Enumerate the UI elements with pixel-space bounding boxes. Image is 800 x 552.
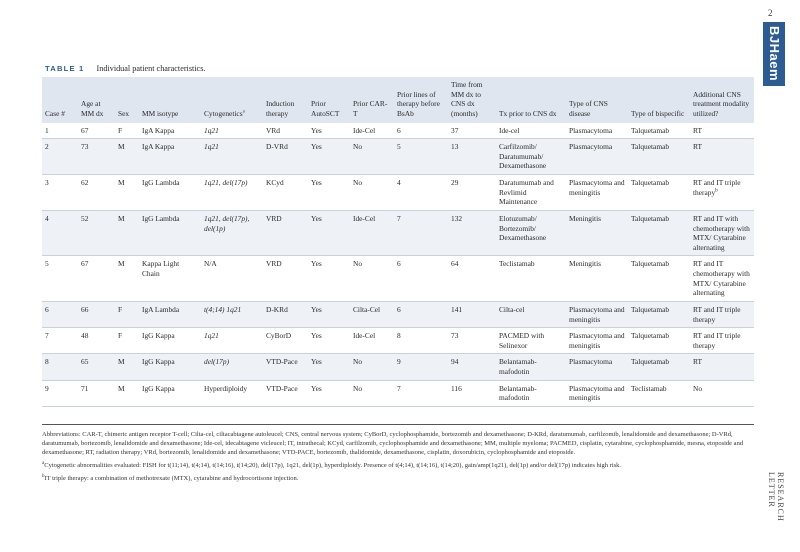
cell-text: IgG Lambda [142,178,180,187]
cell-text: Plasmacytoma and meningitis [569,383,625,403]
table-cell [566,301,628,327]
header-cell: Case # [45,108,65,118]
table-cell [496,139,566,175]
table-cell [448,380,496,406]
cell-text: VRD [266,213,282,223]
cell-text: 5 [397,142,401,152]
table-cell [448,175,496,211]
cell-text: M [118,357,125,367]
table-cell [350,301,394,327]
cell-text: 2 [45,142,49,152]
cell-text: Plasmacytoma [569,357,613,367]
cell-text: 73 [451,331,459,341]
cell-text: 1q21, del(17p) [204,178,248,187]
table-cell [496,210,566,256]
header-row [42,77,754,123]
abbreviations-note: Abbreviations: CAR-T, chimeric antigen receptor T-cell; Cilta-cel, ciltacabtagene autoleucel; CNS, central nervous system; CyBorD, cyclophosphamide, bortezomib and dexamethasone; D-KRd, daratumumab, carfilzomib, lenalidomide and dexamethasone; D-VRd, daratumumab, bortezomib, lenalidomide and dexamethasone; Ide-cel, idecabtagene vicleucel; IT, intrathecal; KCyd, carfilzomib, cyclophosphamide and dexamethasone; MM, multiple myeloma; PACMED, cisplatin, cytarabine, cyclophosphamide, mesna, etoposide and dexamethasone; RT, radiation therapy; VRd, bortezomib, lenalidomide and dexamethasone; VTD-PACE, bortezomib, thalidomide, dexamethasone, cisplatin, doxorubicin, cyclophosphamide and etoposide. [42,431,744,456]
table-cell [78,256,115,302]
cell-text: Plasmacytoma and meningitis [569,331,625,350]
table-cell [42,354,78,380]
cell-text: No [353,259,363,269]
table-cell [496,328,566,354]
cell-text: 62 [81,178,89,187]
cell-text: 73 [81,142,89,152]
table-footnotes [42,424,754,487]
table-cell [690,123,754,139]
header-cell: MM isotype [142,108,179,118]
cell-text: 8 [397,331,401,341]
table-cell [115,139,139,175]
cell-text: 66 [81,304,89,314]
cell-text: 9 [45,383,49,393]
cell-text: 9 [397,357,401,367]
header-cell: Sex [118,108,130,118]
cell-text: Elotuzumab/ Bortezomib/ Dexamethasone [499,213,547,243]
cell-text: 65 [81,357,89,367]
table-cell [448,328,496,354]
table-cell [263,256,308,302]
cell-text: 132 [451,213,463,223]
table-cell [628,354,690,380]
table-cell [690,256,754,302]
header-cell: Tx prior to CNS dx [499,108,557,118]
table-cell [115,380,139,406]
cell-text: 4 [397,178,401,187]
cell-text: Teclistamab [499,259,535,269]
footnote-a [42,461,754,471]
cell-text: 1 [45,125,49,135]
cell-text: 5 [45,259,49,269]
cell-text: Carfilzomib/ Daratumumab/ Dexamethasone [499,142,547,171]
cell-text: Yes [311,331,322,341]
table-row [42,301,754,327]
table-cell [628,139,690,175]
cell-text: 1q21 [204,125,219,135]
table-cell [394,301,448,327]
cell-text: IgA Kappa [142,142,175,152]
table-cell [201,301,263,327]
table-cell [263,210,308,256]
table-cell [263,123,308,139]
table-cell [394,210,448,256]
cell-text: del(17p) [204,357,230,367]
table-cell [394,175,448,211]
table-cell [115,256,139,302]
table-cell [394,380,448,406]
cell-text: Talquetamab [631,259,670,269]
cell-text: Plasmacytoma and meningitis [569,178,625,197]
cell-text: RT and IT triple therapy [693,331,741,350]
table-cell [139,123,201,139]
cell-text: Yes [311,383,322,393]
cell-text: IgG Lambda [142,213,180,223]
table-cell [690,380,754,406]
table-cell [690,175,754,211]
header-cell: Type of CNS disease [569,99,608,118]
table-cell [139,380,201,406]
table-cell [42,380,78,406]
table-cell [139,175,201,211]
cell-text: RT and IT with chemotherapy with MTX/ Cytarabine alternating [693,213,750,252]
cell-text: M [118,213,125,223]
cell-text: VTD-Pace [266,383,298,393]
table-cell [263,354,308,380]
table-cell [201,354,263,380]
header-cell: Induction therapy [266,99,295,118]
cell-text: F [118,125,123,135]
table-caption [45,64,205,73]
cell-text: No [693,383,703,393]
cell-text: Talquetamab [631,357,670,367]
cell-text: Belantamab-mafodotin [499,357,537,376]
cell-text: 67 [81,125,89,135]
cell-text: Talquetamab [631,142,670,152]
table-cell [566,256,628,302]
table-cell [201,380,263,406]
table-row [42,123,754,139]
table-cell [42,256,78,302]
footnote-marker-b: b [715,188,718,194]
cell-text: Cilta-Cel [353,304,381,314]
footnote-a-text: Cytogenetic abnormalities evaluated: FISH for t(11;14), t(4;14), t(14;16), t(14;20), del(17p), 1q21, del(1p), hyperdiploidy. Presence of t(4;14), t(14;16), t(14;20), gain/amp(1q21), del(1p) and/or del(17p) indicates high risk. [44,462,622,470]
cell-text: RT [693,125,702,135]
table-cell [496,256,566,302]
header-cell: Prior lines of therapy before BsAb [397,89,440,118]
table-cell [350,175,394,211]
cell-text: 6 [45,304,49,314]
table-cell [308,380,350,406]
header-cell: Time from MM dx to CNS dx (months) [451,80,483,118]
table-cell [308,328,350,354]
cell-text: M [118,383,125,393]
table-cell [394,139,448,175]
table-cell [201,123,263,139]
table-cell [42,123,78,139]
table-cell [139,328,201,354]
table-cell [350,256,394,302]
table-cell [566,210,628,256]
cell-text: IgA Kappa [142,125,175,135]
cell-text: Teclistamab [631,383,667,393]
cell-text: 37 [451,125,459,135]
cell-text: Meningitis [569,259,602,269]
cell-text: 71 [81,383,89,393]
cell-text: Yes [311,125,322,135]
table-cell [628,301,690,327]
cell-text: Meningitis [569,213,602,223]
table-cell [308,354,350,380]
cell-text: Yes [311,142,322,152]
table-cell [566,354,628,380]
table-cell [350,328,394,354]
table-cell [42,139,78,175]
cell-text: Plasmacytoma [569,125,613,135]
table-title: Individual patient characteristics. [96,64,206,73]
cell-text: Talquetamab [631,331,670,341]
cell-text: 94 [451,357,459,367]
table-cell [496,301,566,327]
cell-text: VTD-Pace [266,357,298,367]
cell-text: Hyperdiploidy [204,383,248,393]
table-cell [628,256,690,302]
table-cell [566,175,628,211]
cell-text: t(4;14) 1q21 [204,304,242,314]
cell-text: 7 [397,383,401,393]
table-cell [78,301,115,327]
cell-text: M [118,259,125,269]
cell-text: Talquetamab [631,178,670,187]
table-cell [115,328,139,354]
table-cell [566,123,628,139]
header-cell: Prior AutoSCT [311,99,340,118]
table-cell [42,301,78,327]
header-cell: Type of bispecific [631,108,685,118]
cell-text: IgG Kappa [142,331,175,341]
table-cell [78,328,115,354]
cell-text: RT and IT triple therapy [693,178,741,197]
table-cell [448,256,496,302]
header-cytogenetics: Cytogenetics [204,108,243,118]
table-cell [139,139,201,175]
table-cell [78,354,115,380]
cell-text: Talquetamab [631,304,670,314]
table-row [42,328,754,354]
cell-text: KCyd [266,178,284,187]
table-cell [690,301,754,327]
table-cell [448,210,496,256]
table-cell [448,301,496,327]
table-cell [690,328,754,354]
cell-text: 1q21 [204,142,219,152]
cell-text: No [353,178,363,187]
cell-text: Yes [311,178,322,187]
cell-text: 52 [81,213,89,223]
table-cell [263,301,308,327]
table-cell [496,175,566,211]
cell-text: 4 [45,213,49,223]
cell-text: F [118,304,123,314]
table-cell [78,139,115,175]
table-cell [139,301,201,327]
table-cell [115,210,139,256]
table-cell [201,210,263,256]
cell-text: 48 [81,331,89,341]
table-cell [115,175,139,211]
table-cell [566,328,628,354]
running-head: RESEARCH LETTER [767,472,785,522]
cell-text: D-KRd [266,304,288,314]
table-row [42,139,754,175]
cell-text: No [353,383,363,393]
cell-text: 6 [397,259,401,269]
table-cell [628,175,690,211]
table-cell [496,123,566,139]
table-cell [628,123,690,139]
table-row [42,354,754,380]
cell-text: No [353,142,363,152]
cell-text: F [118,331,123,341]
table-cell [78,175,115,211]
cell-text: Cilta-cel [499,304,525,314]
table-cell [201,139,263,175]
table-cell [115,301,139,327]
cell-text: PACMED with Selinexor [499,331,545,350]
cell-text: Yes [311,304,322,314]
table-row [42,380,754,406]
cell-text: M [118,178,125,187]
table-label: TABLE 1 [45,64,85,73]
cell-text: CyBorD [266,331,292,341]
cell-text: 1q21 [204,331,219,341]
cell-text: RT and IT triple therapy [693,304,741,324]
table-cell [394,354,448,380]
table-cell [350,380,394,406]
table-cell [263,139,308,175]
table-row [42,210,754,256]
cell-text: 64 [451,259,459,269]
table-cell [308,139,350,175]
table-cell [350,210,394,256]
cell-text: 67 [81,259,89,269]
cell-text: 7 [397,213,401,223]
patient-table [42,77,754,407]
cell-text: VRd [266,125,280,135]
table-cell [201,256,263,302]
table-cell [42,328,78,354]
table-cell [42,210,78,256]
cell-text: Belantamab-mafodotin [499,383,537,403]
table-cell [201,175,263,211]
cell-text: Yes [311,259,322,269]
cell-text: No [353,357,363,367]
cell-text: 8 [45,357,49,367]
table-cell [139,210,201,256]
table-cell [308,210,350,256]
cell-text: Daratumumab and Revlimid Maintenance [499,178,554,207]
cell-text: 13 [451,142,459,152]
cell-text: 141 [451,304,463,314]
header-cell: Prior CAR-T [353,99,388,118]
header-cell [201,77,263,123]
cell-text: 6 [397,304,401,314]
table-cell [496,380,566,406]
table-cell [115,354,139,380]
footnote-b-marker: b [42,474,45,480]
journal-logo: BJHaem [763,22,785,86]
table-cell [566,139,628,175]
table-cell [448,139,496,175]
cell-text: Ide-cel [499,125,520,135]
footnote-b [42,474,754,484]
cell-text: 116 [451,383,462,393]
header-cell: Additional CNS treatment modality utilized? [693,89,750,118]
cell-text: Ide-Cel [353,125,376,135]
table-cell [263,328,308,354]
cell-text: 3 [45,178,49,187]
table-cell [350,139,394,175]
cell-text: Yes [311,357,322,367]
table-cell [263,175,308,211]
table-cell [308,256,350,302]
cell-text: RT [693,357,702,367]
table-cell [350,123,394,139]
cell-text: Yes [311,213,322,223]
cell-text: 1q21, del(17p), del(1p) [204,213,250,233]
table-cell [308,175,350,211]
table-cell [690,210,754,256]
table-cell [115,123,139,139]
table-cell [628,380,690,406]
table-cell [566,380,628,406]
cell-text: D-VRd [266,142,288,152]
cell-text: M [118,142,125,152]
footnote-a-marker: a [42,460,45,466]
footnote-marker-a: a [242,109,245,115]
table-cell [201,328,263,354]
table-row [42,256,754,302]
table-cell [448,354,496,380]
table-cell [690,354,754,380]
table-cell [690,139,754,175]
cell-text: IgA Lambda [142,304,180,314]
table-cell [308,123,350,139]
cell-text: Talquetamab [631,213,670,223]
table-cell [496,354,566,380]
table-cell [42,175,78,211]
table-row [42,175,754,211]
table-cell [394,123,448,139]
table-cell [78,380,115,406]
cell-text: Talquetamab [631,125,670,135]
header-cell: Age at MM dx [81,99,104,118]
cell-text: 7 [45,331,49,341]
cell-text: 6 [397,125,401,135]
cell-text: RT and IT chemotherapy with MTX/ Cytarabine alternating [693,259,750,298]
cell-text: RT [693,142,702,152]
table-cell [139,354,201,380]
table-cell [263,380,308,406]
cell-text: Ide-Cel [353,213,376,223]
cell-text: IgG Kappa [142,383,175,393]
table-cell [448,123,496,139]
table-cell [350,354,394,380]
cell-text: IgG Kappa [142,357,175,367]
table-cell [394,328,448,354]
table-cell [78,123,115,139]
cell-text: Kappa Light Chain [142,259,180,278]
table-cell [78,210,115,256]
footnote-b-text: IT triple therapy: a combination of methotrexate (MTX), cytarabine and hydrocortisone injection. [44,475,299,483]
table-cell [308,301,350,327]
cell-text: Plasmacytoma and meningitis [569,304,625,324]
cell-text: VRD [266,259,282,269]
cell-text: Plasmacytoma [569,142,613,152]
table-cell [628,328,690,354]
cell-text: Ide-Cel [353,331,376,341]
table-cell [628,210,690,256]
table-cell [394,256,448,302]
cell-text: 29 [451,178,459,187]
table-cell [139,256,201,302]
page-number: 2 [768,8,773,18]
cell-text: N/A [204,259,217,269]
